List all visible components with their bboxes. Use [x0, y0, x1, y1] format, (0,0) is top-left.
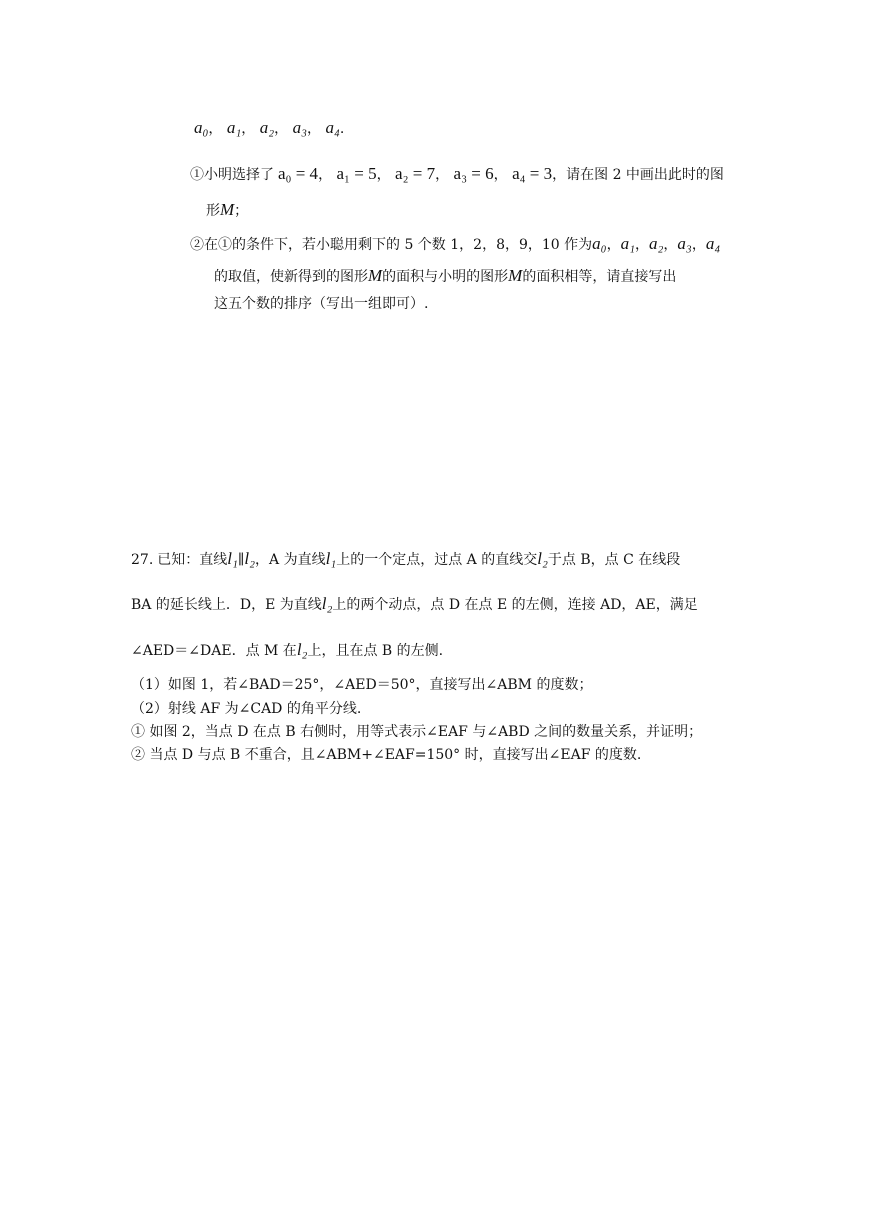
- q2-var-a4: a₄: [705, 234, 721, 253]
- p27-l2-a: BA 的延长线上．D，E 为直线: [131, 597, 322, 613]
- sub-question-2-text: （2）射线 AF 为∠CAD 的角平分线.: [131, 701, 362, 717]
- var-a3: a₃: [292, 118, 308, 137]
- sequence-variables-line: a₀， a₁， a₂， a₃， a₄.: [194, 118, 345, 137]
- question-1-line-2: [206, 200, 248, 221]
- problem-27-line-2: [131, 594, 698, 615]
- parallel-symbol: ∥: [237, 552, 245, 568]
- value-a2: a₂ = 7: [395, 164, 436, 183]
- line-l2-var-4: l₂: [296, 640, 308, 659]
- p27-l1-c: 上的一个定点，过点 A 的直线交: [336, 552, 538, 568]
- sub-question-2: [131, 699, 361, 719]
- line-l2-var: l₂: [244, 549, 256, 568]
- p27-l1-b: ，A 为直线: [255, 552, 326, 568]
- q2-var-a0: a₀: [592, 234, 607, 253]
- q2-var-a2: a₂: [649, 234, 664, 253]
- sub-question-1: [131, 675, 592, 695]
- sub-question-1-text: （1）如图 1，若∠BAD＝25°，∠AED＝50°，直接写出∠ABM 的度数；: [131, 677, 593, 693]
- question-2-line2-a: 的取值，使新得到的图形: [214, 269, 368, 285]
- problem-number: 27.: [131, 552, 154, 568]
- sequence-end: .: [339, 121, 345, 137]
- sub-question-2-part-1: [131, 722, 702, 742]
- q2-var-a3: a₃: [677, 234, 692, 253]
- q2-var-a1: a₁: [620, 234, 635, 253]
- question-2-line-2: [214, 266, 676, 287]
- p27-l3-b: 上，且在点 B 的左侧.: [307, 643, 444, 659]
- question-1-line2-prefix: 形: [206, 203, 220, 219]
- p27-l1-a: 已知：直线: [157, 552, 228, 568]
- problem-27-line-3: [131, 640, 443, 661]
- value-a1: a₁ = 5: [336, 164, 377, 183]
- value-a4: a₄ = 3: [512, 164, 553, 183]
- p27-l2-b: 上的两个动点，点 D 在点 E 的左侧，连接 AD，AE，满足: [332, 597, 698, 613]
- question-1-suffix: ，请在图 2 中画出此时的图: [552, 167, 724, 183]
- sub-question-2-part-1-text: ① 如图 2，当点 D 在点 B 右侧时，用等式表示∠EAF 与∠ABD 之间的数量关系，并证明；: [131, 724, 703, 740]
- question-2-marker: ②: [190, 237, 204, 253]
- p27-l1-d: 于点 B，点 C 在线段: [547, 552, 681, 568]
- line-l2-var-2: l₂: [537, 549, 548, 568]
- sub-question-2-part-2: [131, 745, 641, 765]
- question-2-line2-c: 的面积相等，请直接写出: [522, 269, 677, 285]
- p27-l3-a: ∠AED＝∠DAE．点 M 在: [131, 643, 297, 659]
- question-2-text: 在①的条件下，若小聪用剩下的 5 个数 1，2，8，9，10 作为: [204, 237, 593, 253]
- var-m: M: [220, 200, 235, 219]
- question-1-prefix: 小明选择了: [204, 167, 274, 183]
- line-l1-var-2: l₁: [325, 549, 337, 568]
- value-a3: a₃ = 6: [453, 164, 494, 183]
- sub-question-2-part-2-text: ② 当点 D 与点 B 不重合，且∠ABM+∠EAF=150° 时，直接写出∠EAF 的度数.: [131, 747, 642, 763]
- question-1-line2-end: ；: [234, 203, 249, 219]
- value-a0: a₀ = 4: [278, 164, 319, 183]
- question-2-line-1: ②在①的条件下，若小聪用剩下的 5 个数 1，2，8，9，10 作为a₀，a₁，a₂，a₃，a₄: [190, 234, 721, 253]
- question-1-line-1: ①小明选择了 a₀ = 4， a₁ = 5， a₂ = 7， a₃ = 6， a₄ = 3，请在图 2 中画出此时的图: [190, 164, 724, 183]
- var-a0: a₀: [194, 118, 209, 137]
- var-a2: a₂: [259, 118, 275, 137]
- problem-27-line-1: [131, 549, 680, 570]
- q2-var-m1: M: [368, 266, 383, 285]
- question-1-marker: ①: [190, 167, 204, 183]
- line-l2-var-3: l₂: [321, 594, 333, 613]
- line-l1-var: l₁: [227, 549, 238, 568]
- question-2-line-3: [214, 294, 428, 314]
- question-2-line2-b: 的面积与小明的图形: [382, 269, 509, 285]
- var-a1: a₁: [226, 118, 242, 137]
- question-2-line3: 这五个数的排序（写出一组即可）.: [214, 296, 429, 312]
- var-a4: a₄: [325, 118, 340, 137]
- q2-var-m2: M: [508, 266, 523, 285]
